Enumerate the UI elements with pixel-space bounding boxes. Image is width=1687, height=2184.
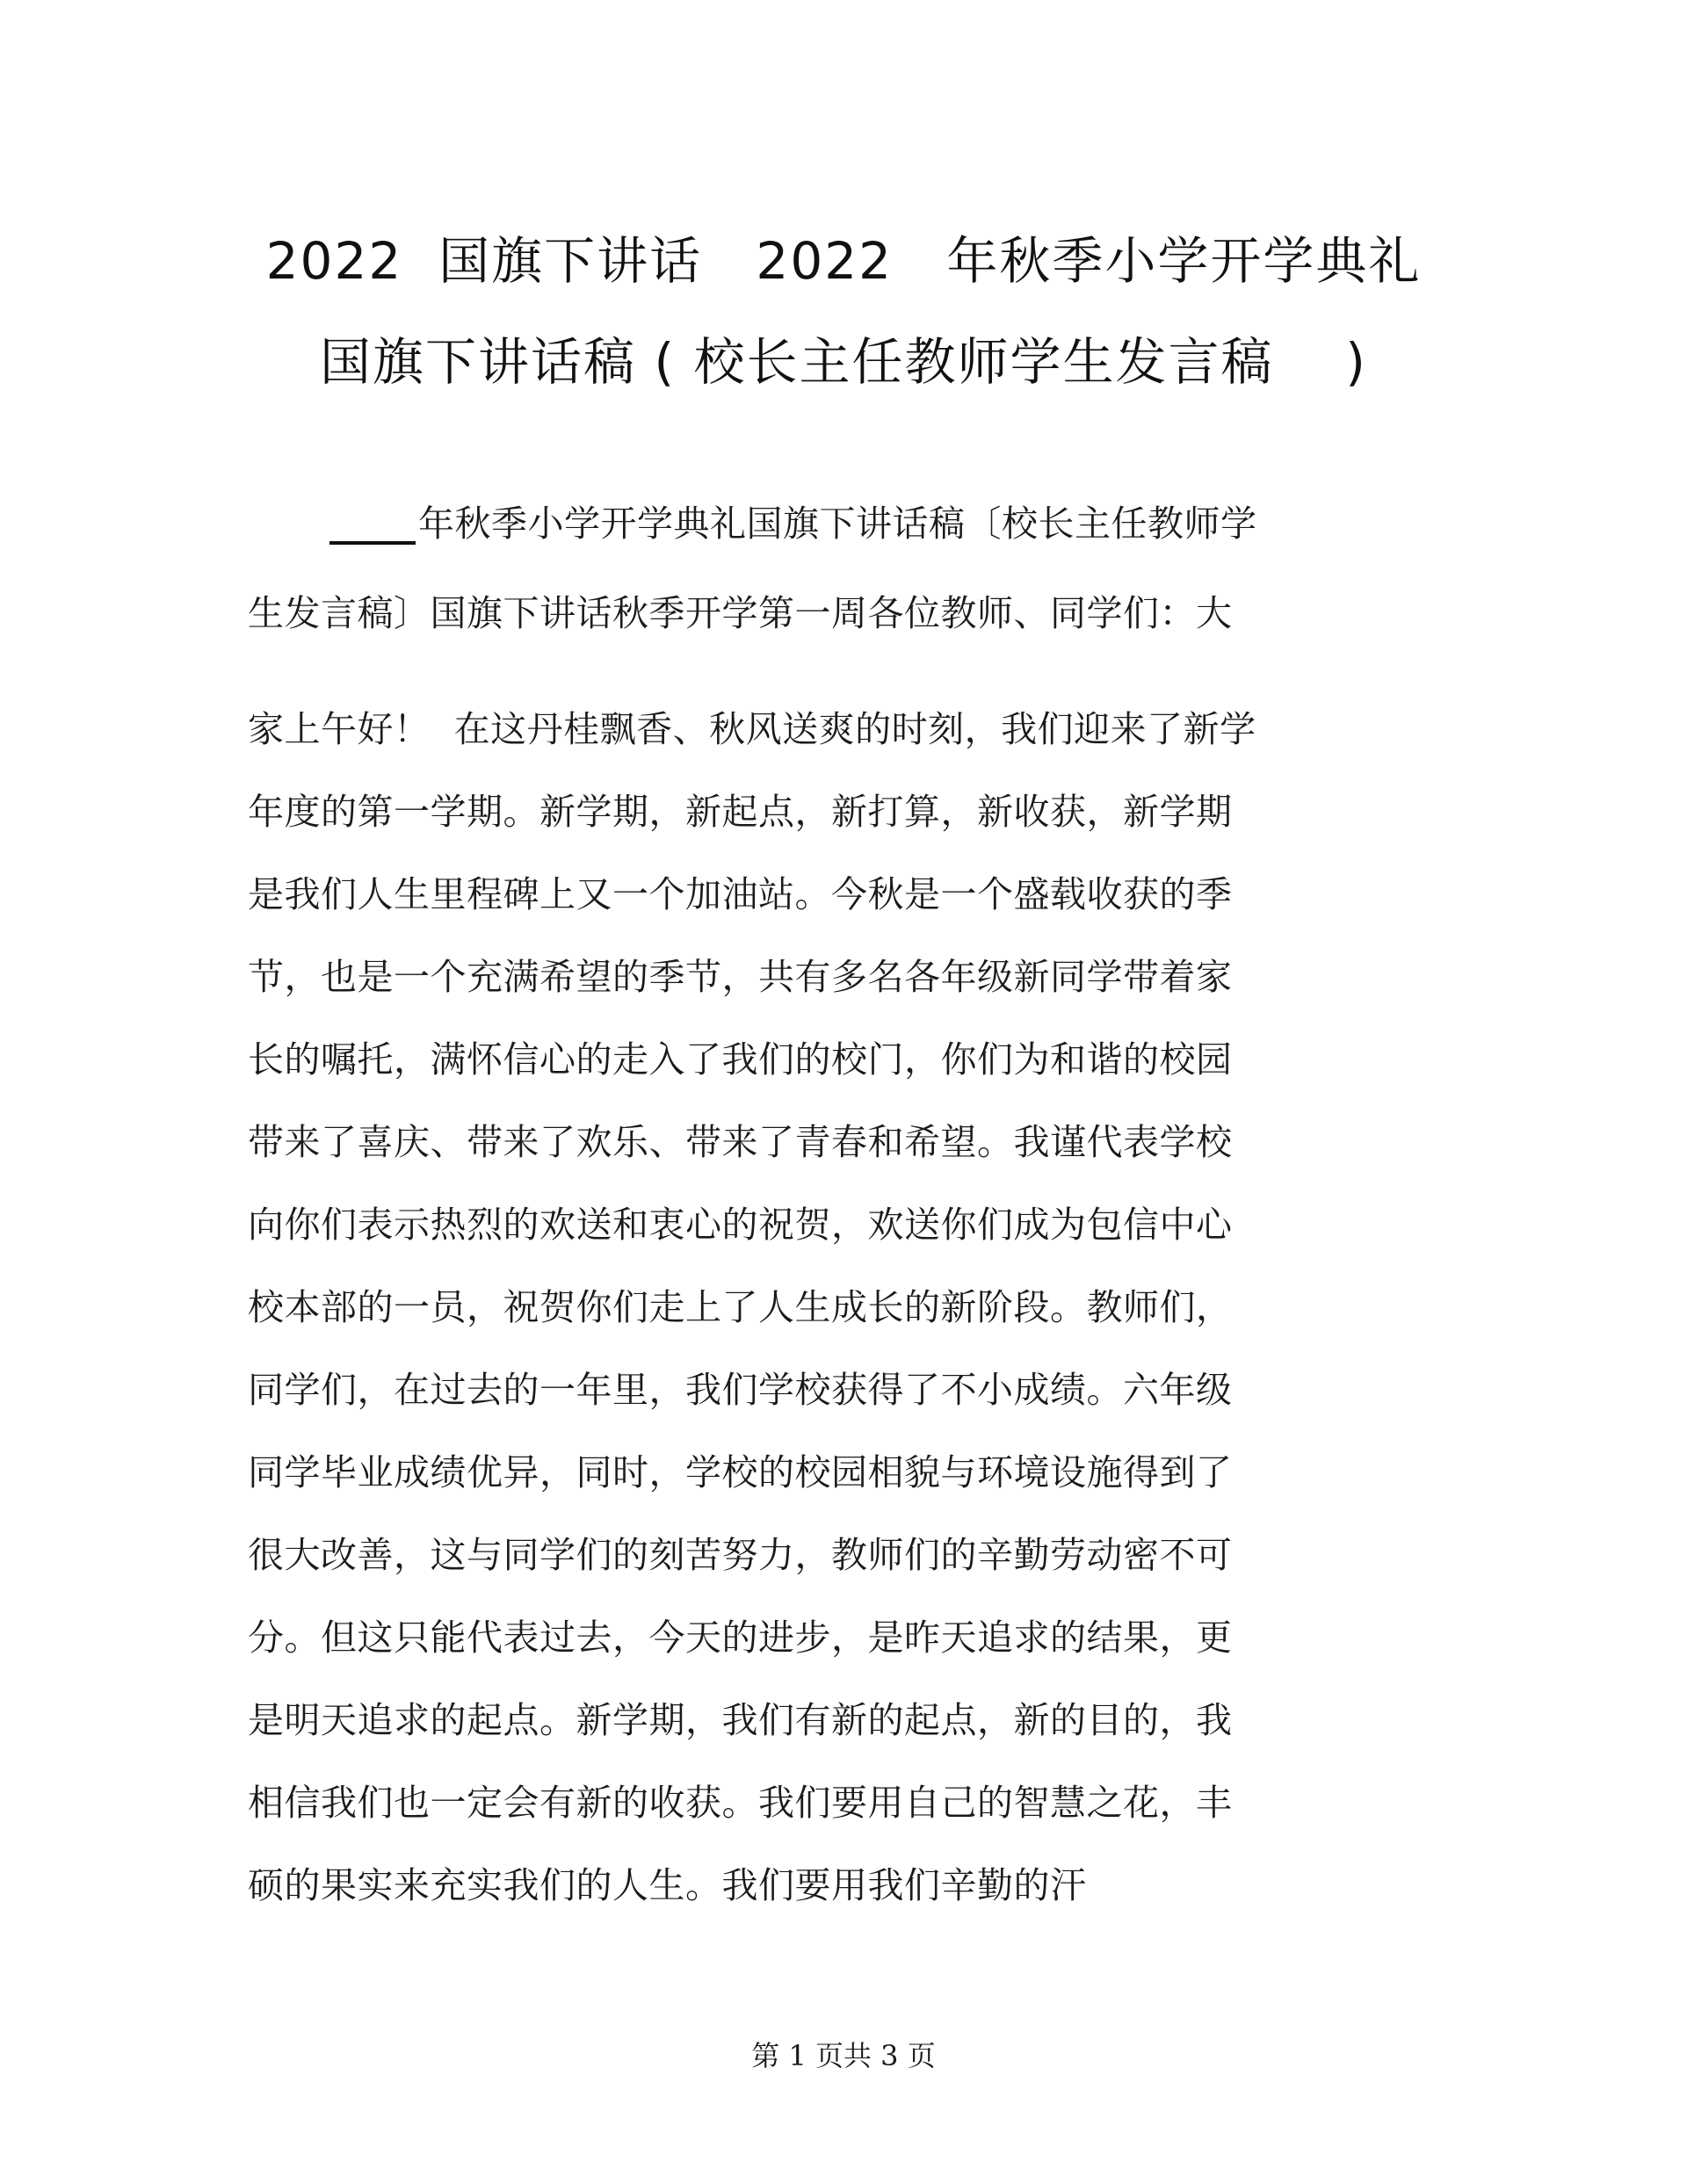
- page-number-footer: 第 1 页共 3 页: [751, 2039, 936, 2072]
- document-title-line-1: 2022 国旗下讲话 2022 年秋季小学开学典礼: [265, 231, 1422, 291]
- body-line: 节，也是一个充满希望的季节，共有多名各年级新同学带着家: [248, 956, 1233, 998]
- body-line: 向你们表示热烈的欢送和衷心的祝贺，欢送你们成为包信中心: [248, 1204, 1233, 1246]
- body-line: 是明天追求的起点。新学期，我们有新的起点，新的目的，我: [248, 1699, 1233, 1741]
- fill-in-blank-underline: [329, 541, 416, 545]
- body-line: 生发言稿〕国旗下讲话秋季开学第一周各位教师、同学们：大: [248, 592, 1233, 634]
- body-line: 家上午好！ 在这丹桂飘香、秋风送爽的时刻，我们迎来了新学: [248, 708, 1256, 750]
- body-line: 校本部的一员，祝贺你们走上了人生成长的新阶段。教师们，: [248, 1286, 1233, 1328]
- body-line: 长的嘱托，满怀信心的走入了我们的校门，你们为和谐的校园: [248, 1038, 1233, 1081]
- body-line: 是我们人生里程碑上又一个加油站。今秋是一个盛载收获的季: [248, 873, 1233, 915]
- body-line: 同学毕业成绩优异，同时，学校的校园相貌与环境设施得到了: [248, 1451, 1233, 1493]
- body-line: 硕的果实来充实我们的人生。我们要用我们辛勤的汗: [248, 1864, 1087, 1906]
- body-line: 年秋季小学开学典礼国旗下讲话稿〔校长主任教师学: [418, 503, 1257, 545]
- body-line: 相信我们也一定会有新的收获。我们要用自己的智慧之花，丰: [248, 1782, 1233, 1824]
- body-line: 分。但这只能代表过去，今天的进步，是昨天追求的结果，更: [248, 1616, 1233, 1659]
- document-title-line-2: 国旗下讲话稿 ( 校长主任教师学生发言稿 ): [320, 332, 1367, 392]
- body-line: 带来了喜庆、带来了欢乐、带来了青春和希望。我谨代表学校: [248, 1121, 1233, 1163]
- body-line: 同学们，在过去的一年里，我们学校获得了不小成绩。六年级: [248, 1369, 1233, 1411]
- body-line: 很大改善，这与同学们的刻苦努力，教师们的辛勤劳动密不可: [248, 1534, 1233, 1576]
- body-line: 年度的第一学期。新学期，新起点，新打算，新收获，新学期: [248, 791, 1233, 833]
